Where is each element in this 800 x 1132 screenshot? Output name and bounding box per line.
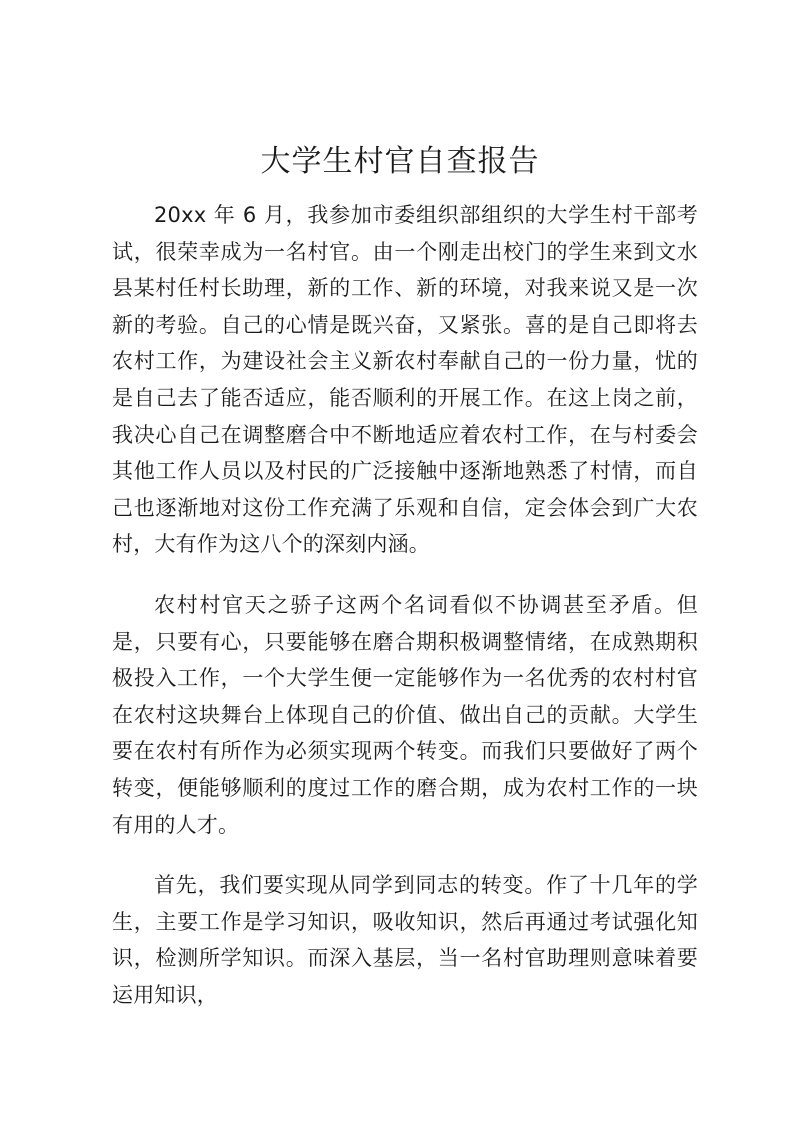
document-title: 大学生村官自查报告 — [260, 144, 540, 179]
paragraph-3: 首先，我们要实现从同学到同志的转变。作了十几年的学生，主要工作是学习知识，吸收知识，然后再通过考试强化知识，检测所学知识。而深入基层，当一名村官助理则意味着要运用知识， — [112, 873, 698, 1007]
document-body — [112, 197, 698, 1013]
paragraph-1: 20xx 年 6 月，我参加市委组织部组织的大学生村干部考试，很荣幸成为一名村官。由一个刚走出校门的学生来到文水县某村任村长助理，新的工作、新的环境，对我来说又是一次新的考验。自己的心情是既兴奋，又紧张。喜的是自己即将去农村工作，为建设社会主义新农村奉献自己的一份力量，忧的是自己去了能否适应，能否顺利的开展工作。在这上岗之前，我决心自己在调整磨合中不断地适应着农村工作，在与村委会其他工作人员以及村民的广泛接触中逐渐地熟悉了村情，而自己也逐渐地对这份工作充满了乐观和自信，定会体会到广大农村，大有作为这八个的深刻内涵。 — [112, 203, 698, 557]
paragraph-2: 农村村官天之骄子这两个名词看似不协调甚至矛盾。但是，只要有心，只要能够在磨合期积极调整情绪，在成熟期积极投入工作，一个大学生便一定能够作为一名优秀的农村村官在农村这块舞台上体现自己的价值、做出自己的贡献。大学生要在农村有所作为必须实现两个转变。而我们只要做好了两个转变，便能够顺利的度过工作的磨合期，成为农村工作的一块有用的人才。 — [112, 592, 698, 837]
